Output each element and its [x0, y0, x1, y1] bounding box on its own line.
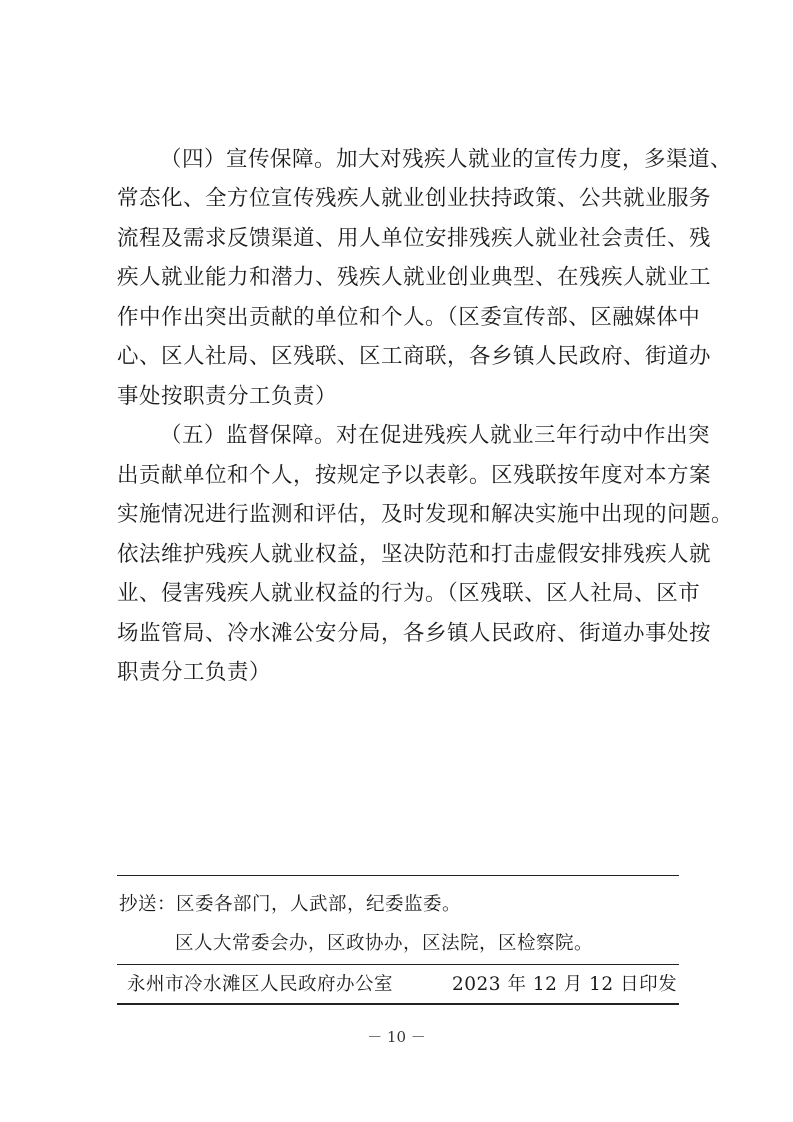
section5-line-6: 场监管局、冷水滩公安分局，各乡镇人民政府、街道办事处按 [117, 621, 712, 646]
section5-line-4: 依法维护残疾人就业权益，坚决防范和打击虚假安排残疾人就 [117, 542, 712, 567]
footer-top-rule [117, 875, 679, 876]
page-number: － 10 － [367, 1028, 426, 1046]
section5-line-3: 实施情况进行监测和评估，及时发现和解决实施中出现的问题。 [117, 502, 734, 527]
footer-bottom-rule [117, 1003, 679, 1005]
section5-line-5: 业、侵害残疾人就业权益的行为。（区残联、区人社局、区市 [117, 581, 701, 606]
issuer: 永州市冷水滩区人民政府办公室 [127, 974, 394, 995]
issue-date: 2023 年 12 月 12 日印发 [452, 974, 678, 995]
section4-line-7: 事处按职责分工负责） [117, 384, 338, 409]
footer-middle-rule [117, 964, 679, 965]
section5-line-7: 职责分工负责） [117, 660, 272, 685]
cc-line-2: 区人大常委会办，区政协办，区法院，区检察院。 [175, 933, 594, 954]
section4-line-5: 作中作出突出贡献的单位和个人。（区委宣传部、区融媒体中 [117, 305, 701, 330]
section4-line-4: 疾人就业能力和潜力、残疾人就业创业典型、在残疾人就业工 [117, 265, 712, 290]
section4-line-6: 心、区人社局、区残联、区工商联，各乡镇人民政府、街道办 [117, 344, 712, 369]
section4-line-3: 流程及需求反馈渠道、用人单位安排残疾人就业社会责任、残 [117, 226, 712, 251]
section5-line-2: 出贡献单位和个人，按规定予以表彰。区残联按年度对本方案 [117, 463, 712, 488]
section5-line-1: （五）监督保障。对在促进残疾人就业三年行动中作出突 [160, 423, 711, 448]
section4-line-2: 常态化、全方位宣传残疾人就业创业扶持政策、公共就业服务 [117, 186, 712, 211]
section4-line-1: （四）宣传保障。加大对残疾人就业的宣传力度，多渠道、 [160, 147, 733, 172]
cc-line-1: 抄送：区委各部门，人武部，纪委监委。 [119, 894, 462, 915]
